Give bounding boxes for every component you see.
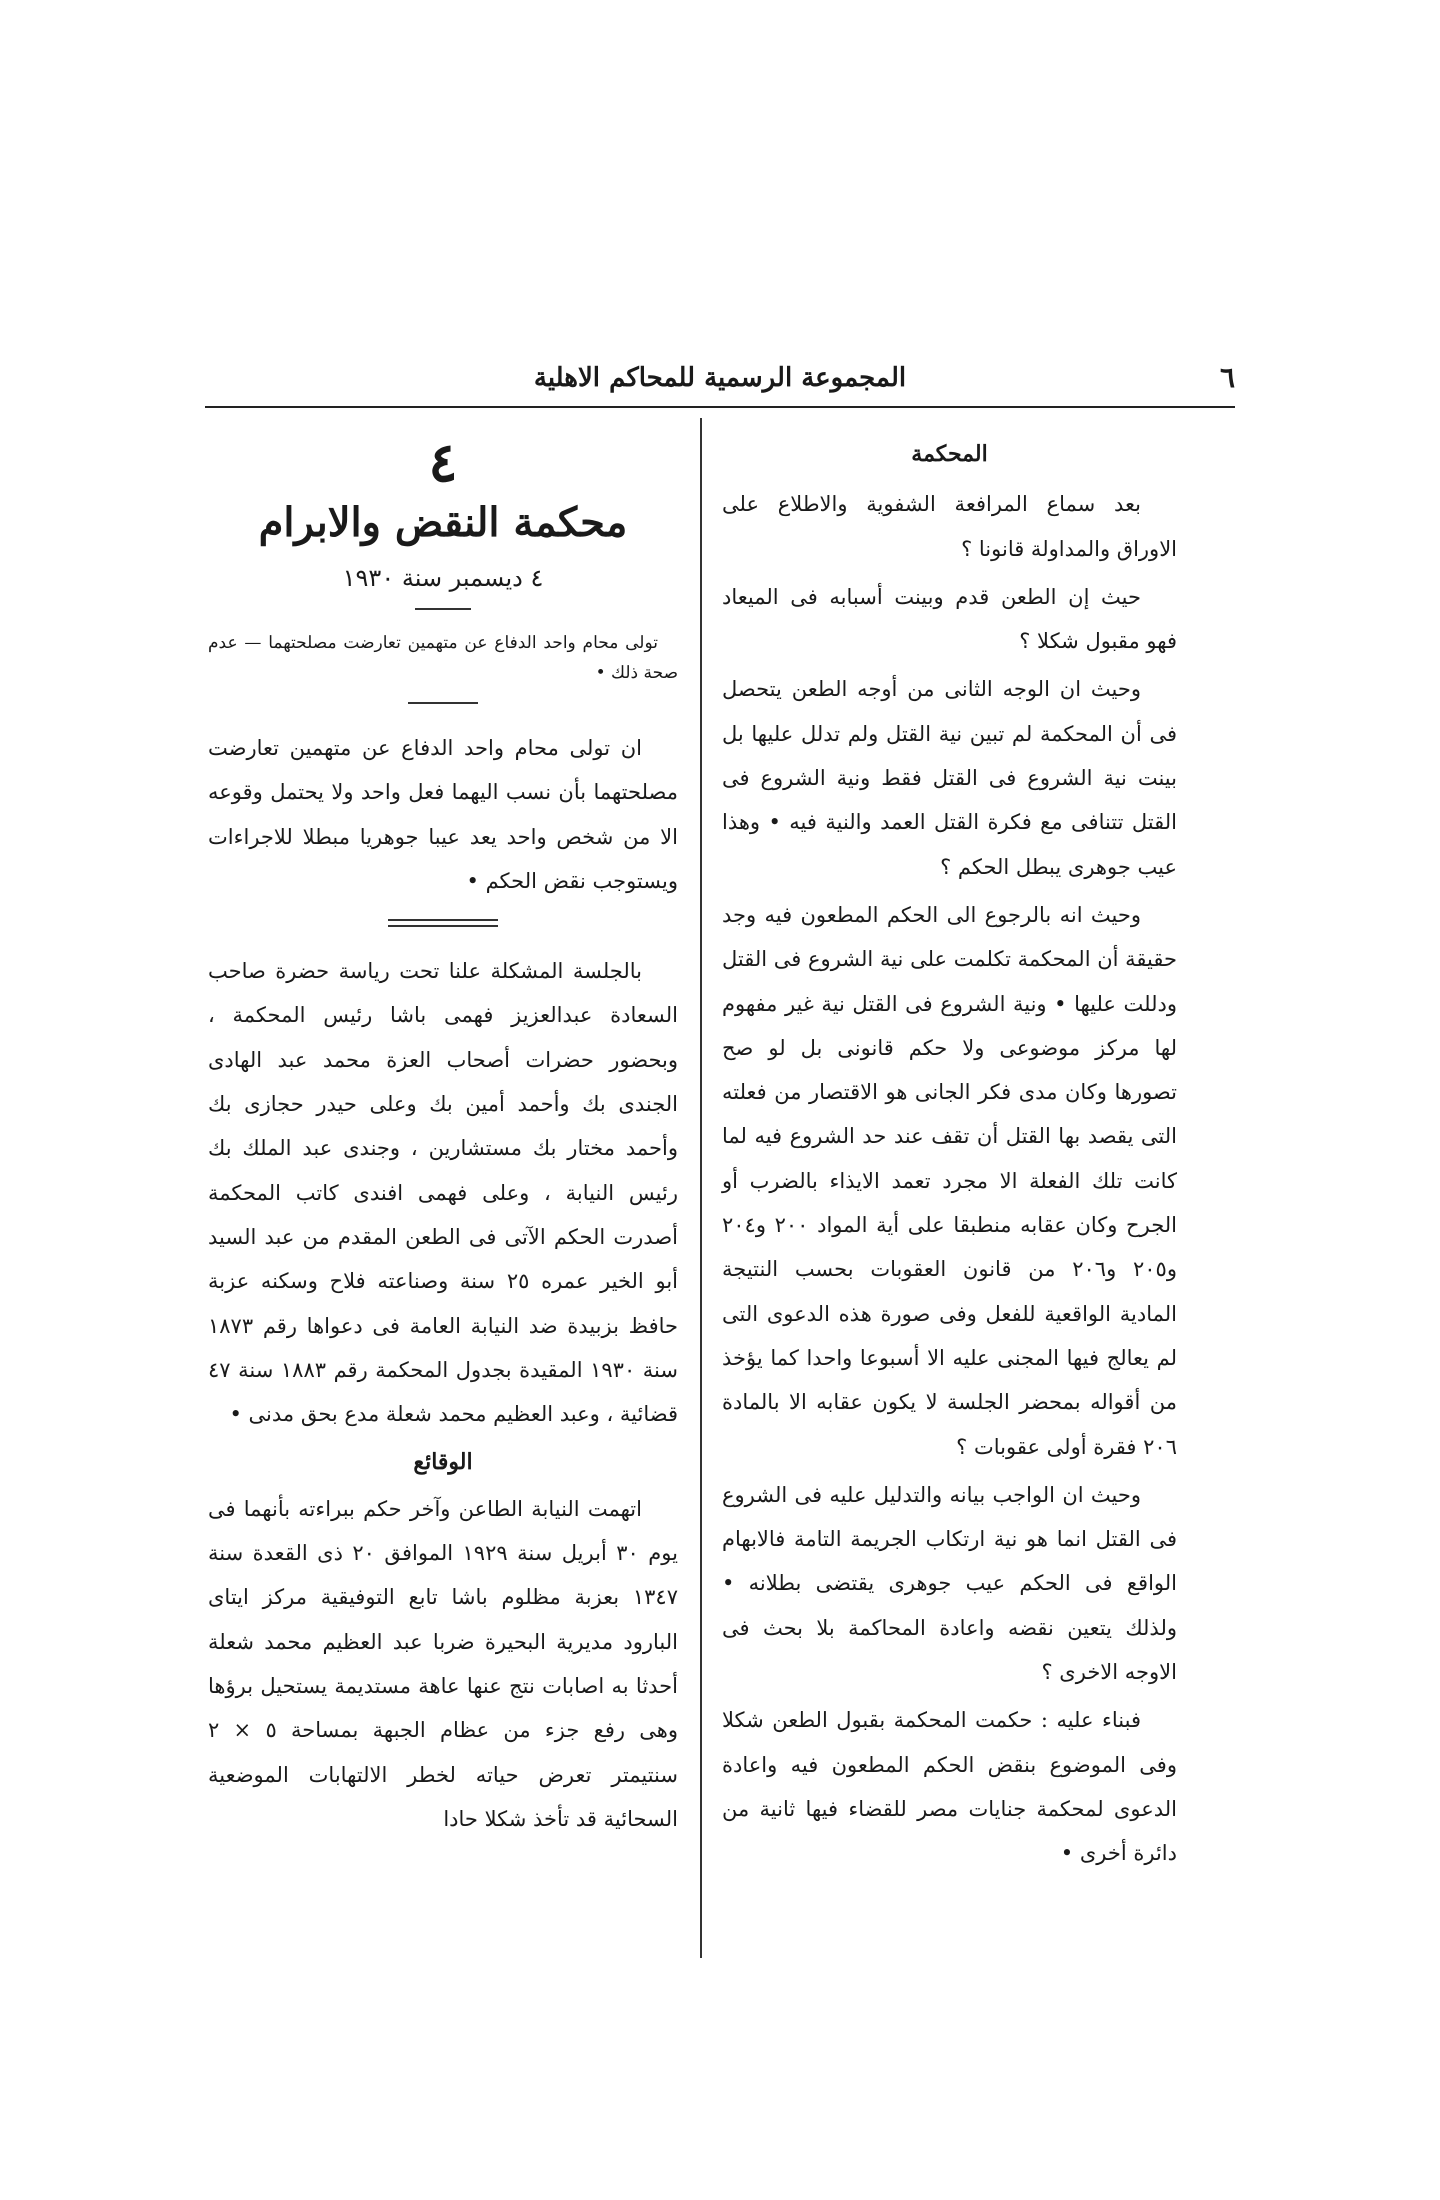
judgment-paragraph: حيث إن الطعن قدم وبينت أسبابه فى الميعاد فهو مقبول شكلا ؟ [722,584,1177,654]
case-number: ٤ [428,430,458,494]
headnote: تولى محام واحد الدفاع عن متهمين تعارضت مصلحتهما — عدم صحة ذلك • [208,633,678,683]
right-column [722,432,1177,1880]
judgment-paragraph: بعد سماع المرافعة الشفوية والاطلاع على الاوراق والمداولة قانونا ؟ [722,492,1177,561]
left-column [208,432,678,1845]
column-divider [700,418,702,1958]
legal-principle: ان تولى محام واحد الدفاع عن متهمين تعارضت مصلحتهما بأن نسب اليهما فعل واحد ولا يحتمل وقوعه الا من شخص واحد يعد عيبا جوهريا مبطلا للاجراءات ويستوجب نقض الحكم • [208,736,678,893]
facts-heading: الوقائع [413,1449,473,1476]
court-judgment-heading: المحكمة [911,441,988,467]
page-number: ٦ [1219,361,1235,394]
judgment-paragraph: وحيث ان الوجه الثانى من أوجه الطعن يتحصل فى أن المحكمة لم تبين نية القتل ولم تدلل عليها بل بينت نية الشروع فى القتل فقط ونية الشروع فى القتل تتنافى مع فكرة القتل العمد والنية فيه • وهذا عيب جوهرى يبطل الحكم ؟ [722,677,1177,879]
judgment-ruling: فبناء عليه : حكمت المحكمة بقبول الطعن شكلا وفى الموضوع بنقض الحكم المطعون فيه واعادة الدعوى لمحكمة جنايات مصر للقضاء فيها ثانية من دائرة أخرى • [722,1708,1177,1866]
court-name: محكمة النقض والابرام [258,499,628,546]
judgment-paragraph: وحيث ان الواجب بيانه والتدليل عليه فى الشروع فى القتل انما هو نية ارتكاب الجريمة التامة فالابهام الواقع فى الحكم عيب جوهرى يقتضى بطلانه • ولذلك يتعين نقضه واعادة المحاكمة بلا بحث فى الاوجه الاخرى ؟ [722,1482,1177,1685]
header-rule [205,406,1235,408]
session-paragraph: بالجلسة المشكلة علنا تحت رياسة حضرة صاحب السعادة عبدالعزيز فهمى باشا رئيس المحكمة ، وبحضور حضرات أصحاب العزة محمد عبد الهادى الجندى بك وأحمد أمين بك وعلى حيدر حجازى بك وأحمد مختار بك مستشارين ، وجندى عبد الملك بك رئيس النيابة ، وعلى فهمى افندى كاتب المحكمة أصدرت الحكم الآتى فى الطعن المقدم من عبد السيد أبو الخير عمره ٢٥ سنة وصناعته فلاح وسكنه عزبة حافظ بزبيدة ضد النيابة العامة فى دعواها رقم ١٨٧٣ سنة ١٩٣٠ المقيدة بجدول المحكمة رقم ١٨٨٣ سنة ٤٧ قضائية ، وعبد العظيم محمد شعلة مدع بحق مدنى • [208,959,678,1427]
judgment-paragraph: وحيث انه بالرجوع الى الحكم المطعون فيه وجد حقيقة أن المحكمة تكلمت على نية الشروع فى القتل ودللت عليها • ونية الشروع فى القتل نية غير مفهوم لها مركز موضوعى ولا حكم قانونى بل لو صح تصورها وكان مدى فكر الجانى هو الاقتصار من فعلته التى يقصد بها القتل أن تقف عند حد الشروع فيه لما كانت تلك الفعلة الا مجرد تعمد الايذاء بالضرب أو الجرح وكان عقابه منطبقا على أية المواد ٢٠٠ و٢٠٤ و٢٠٥ و٢٠٦ من قانون العقوبات بحسب النتيجة المادية الواقعية للفعل وفى صورة هذه الدعوى التى لم يعالج فيها المجنى عليه الا أسبوعا واحدا كما يؤخذ من أقواله بمحضر الجلسة لا يكون عقابه الا بالمادة ٢٠٦ فقرة أولى عقوبات ؟ [722,902,1177,1459]
running-header [205,358,1235,402]
facts-paragraph: اتهمت النيابة الطاعن وآخر حكم ببراءته بأنهما فى يوم ٣٠ أبريل سنة ١٩٢٩ الموافق ٢٠ ذى القعدة سنة ١٣٤٧ بعزبة مظلوم باشا تابع التوفيقية مركز ايتاى البارود مديرية البحيرة ضربا عبد العظيم محمد شعلة أحدثا به اصابات نتج عنها عاهة مستديمة يستحيل برؤها وهى رفع جزء من عظام الجبهة بمساحة ٥ × ٢ سنتيمتر تعرض حياته لخطر الالتهابات الموضعية السحائية قد تأخذ شكلا حادا [208,1496,678,1831]
case-date: ٤ ديسمبر سنة ١٩٣٠ [342,564,544,592]
double-divider [388,919,498,927]
divider [408,702,478,704]
publication-title: المجموعة الرسمية للمحاكم الاهلية [533,363,907,393]
divider [415,608,471,610]
